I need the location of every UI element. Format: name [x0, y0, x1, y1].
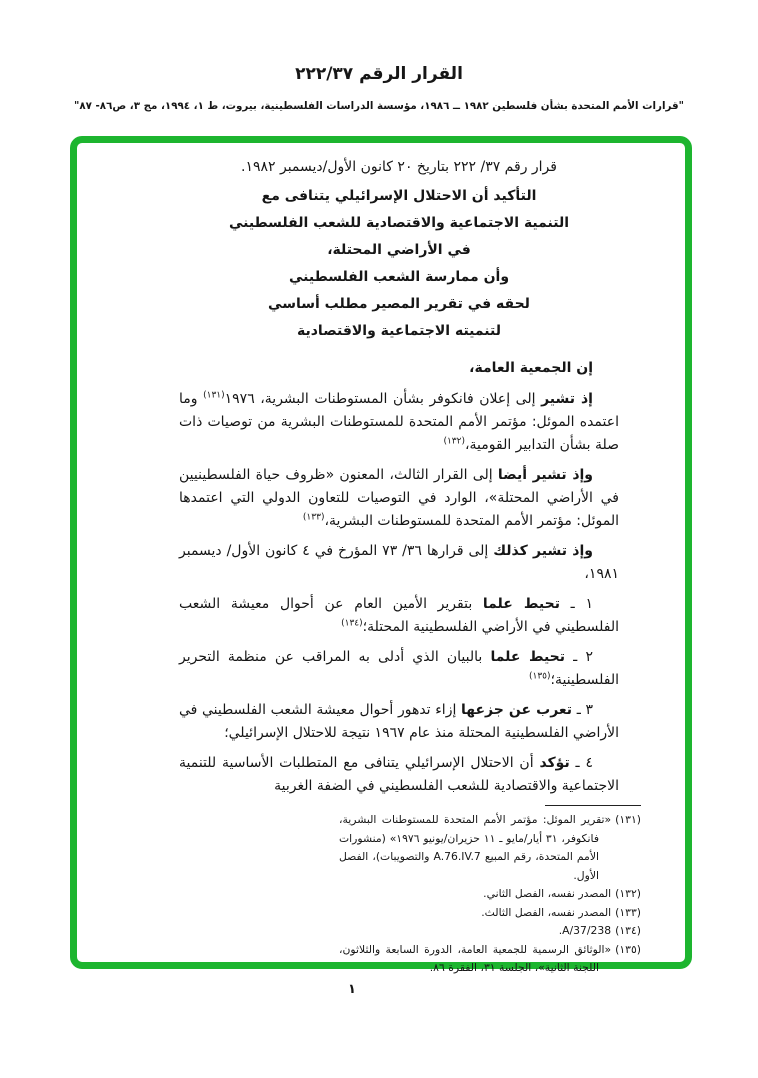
footnote-marker: (١٣٣)	[615, 905, 641, 919]
document-title: القرار الرقم ٢٢٢/٣٧	[295, 64, 463, 84]
footnote-item	[339, 941, 641, 978]
paragraph-lead: تحيط علما	[490, 649, 566, 665]
paragraph-text: إلى القرار الثالث، المعنون «ظروف حياة الفلسطينيين في الأراضي المحتلة»، الوارد في التوصيات للتعاون الدولي التي اعتمدها الموئل: مؤتمر الأمم المتحدة للمستوطنات البشرية،	[179, 467, 619, 529]
paragraph-lead: وإذ تشير كذلك	[493, 543, 593, 559]
paragraph-number: ١ ـ	[560, 596, 593, 612]
footnote-item	[339, 811, 641, 885]
footnote-text: المصدر نفسه، الفصل الثاني.	[483, 887, 612, 900]
footnote-marker: (١٣٢)	[615, 887, 641, 900]
footnote-item	[339, 904, 641, 923]
footnotes-block	[339, 811, 641, 978]
heading-line: التأكيد أن الاحتلال الإسرائيلي يتنافى مع	[261, 188, 537, 204]
footnote-ref: (١٣٢)	[443, 436, 465, 447]
paragraph	[179, 464, 619, 533]
paragraph	[179, 699, 619, 745]
citation-line: "قرارات الأمم المتحدة بشأن فلسطين ١٩٨٢ ــ ١٩٨٦، مؤسسة الدراسات الفلسطينية، بيروت، ط ١، ١٩٩٤، مج ٣، ص٨٦- ٨٧"	[73, 100, 685, 112]
footnote-marker: (١٣١)	[615, 813, 641, 826]
resolution-body	[179, 155, 619, 798]
paragraph	[179, 388, 619, 457]
footnote-item	[339, 922, 641, 941]
paragraph	[179, 593, 619, 639]
paragraph	[179, 752, 619, 798]
footnote-item	[339, 885, 641, 904]
footnote-ref: (١٣٤)	[341, 618, 363, 629]
footnote-ref: (١٣٥)	[528, 671, 551, 682]
paragraph-text: إلى إعلان فانكوفر بشأن المستوطنات البشرية، ١٩٧٦	[224, 391, 542, 407]
paragraph	[179, 540, 619, 586]
paragraph-text: إزاء تدهور أحوال معيشة الشعب الفلسطيني في الأراضي الفلسطينية المحتلة منذ عام ١٩٦٧ نتيجة للاحتلال الإسرائيلي؛	[179, 702, 619, 741]
paragraph-text: بتقرير الأمين العام عن أحوال معيشة الشعب الفلسطيني في الأراضي الفلسطينية المحتلة؛	[179, 596, 619, 635]
heading-line: وأن ممارسة الشعب الفلسطيني	[288, 269, 510, 285]
paragraph	[179, 646, 619, 692]
paragraph-lead: تؤكد	[539, 755, 570, 771]
page-number: ١	[348, 982, 356, 997]
paragraph-text: وما اعتمده الموئل: مؤتمر الأمم المتحدة للمستوطنات البشرية من توصيات ذات صلة بشأن التدابير القومية،	[179, 391, 619, 453]
resolution-number-line: قرار رقم ٣٧/ ٢٢٢ بتاريخ ٢٠ كانون الأول/ديسمبر ١٩٨٢.	[241, 159, 557, 175]
heading-line: في الأراضي المحتلة،	[327, 242, 471, 258]
resolution-box	[70, 136, 692, 974]
paragraph-lead: وإذ تشير أيضا	[497, 467, 594, 483]
heading-line: التنمية الاجتماعية والاقتصادية للشعب الفلسطيني	[228, 215, 570, 231]
paragraph-text: إلى قرارها ٣٦/ ٧٣ المؤرخ في ٤ كانون الأول/ ديسمبر ١٩٨١،	[179, 543, 619, 582]
paragraph-number: ٢ ـ	[565, 649, 593, 665]
footnote-ref: (١٣١)	[203, 390, 225, 401]
footnote-text: المصدر نفسه، الفصل الثالث.	[481, 905, 612, 919]
footnote-text: «تقرير الموئل: مؤتمر الأمم المتحدة للمستوطنات البشرية، فانكوفر، ٣١ أيار/مايو ـ ١١ حزيران/يونيو ١٩٧٦» (منشورات الأمم المتحدة، رقم المبيع A.76.IV.7 والتصويبات)، الفصل الأول.	[339, 813, 612, 882]
footnote-marker: (١٣٤)	[615, 924, 641, 937]
footnote-text: «الوثائق الرسمية للجمعية العامة، الدورة السابعة والثلاثون، اللجنة الثانية»، الجلسة ٣١، الفقرة ٨٦.	[339, 942, 612, 974]
resolution-heading	[179, 183, 619, 345]
paragraph-lead: تحيط علما	[482, 596, 560, 612]
general-assembly-line: إن الجمعية العامة،	[469, 360, 593, 376]
heading-line: لحقه في تقرير المصير مطلب أساسي	[268, 296, 530, 312]
footnote-marker: (١٣٥)	[615, 942, 641, 956]
paragraph-lead: تعرب عن جزعها	[460, 702, 573, 718]
paragraph-number: ٣ ـ	[572, 702, 593, 718]
heading-line: لتنميته الاجتماعية والاقتصادية	[297, 323, 501, 339]
paragraph-number: ٤ ـ	[569, 755, 593, 771]
footnote-ref: (١٣٣)	[302, 512, 325, 523]
footnote-text: A/37/238.	[558, 924, 612, 937]
paragraph-text: بالبيان الذي أدلى به المراقب عن منظمة التحرير الفلسطينية؛	[179, 649, 619, 688]
paragraph-text: أن الاحتلال الإسرائيلي يتنافى مع المتطلبات الأساسية للتنمية الاجتماعية والاقتصادية للشعب الفلسطيني في الضفة الغربية	[179, 755, 619, 794]
footnote-separator	[545, 805, 641, 806]
paragraph-lead: إذ تشير	[541, 391, 593, 407]
